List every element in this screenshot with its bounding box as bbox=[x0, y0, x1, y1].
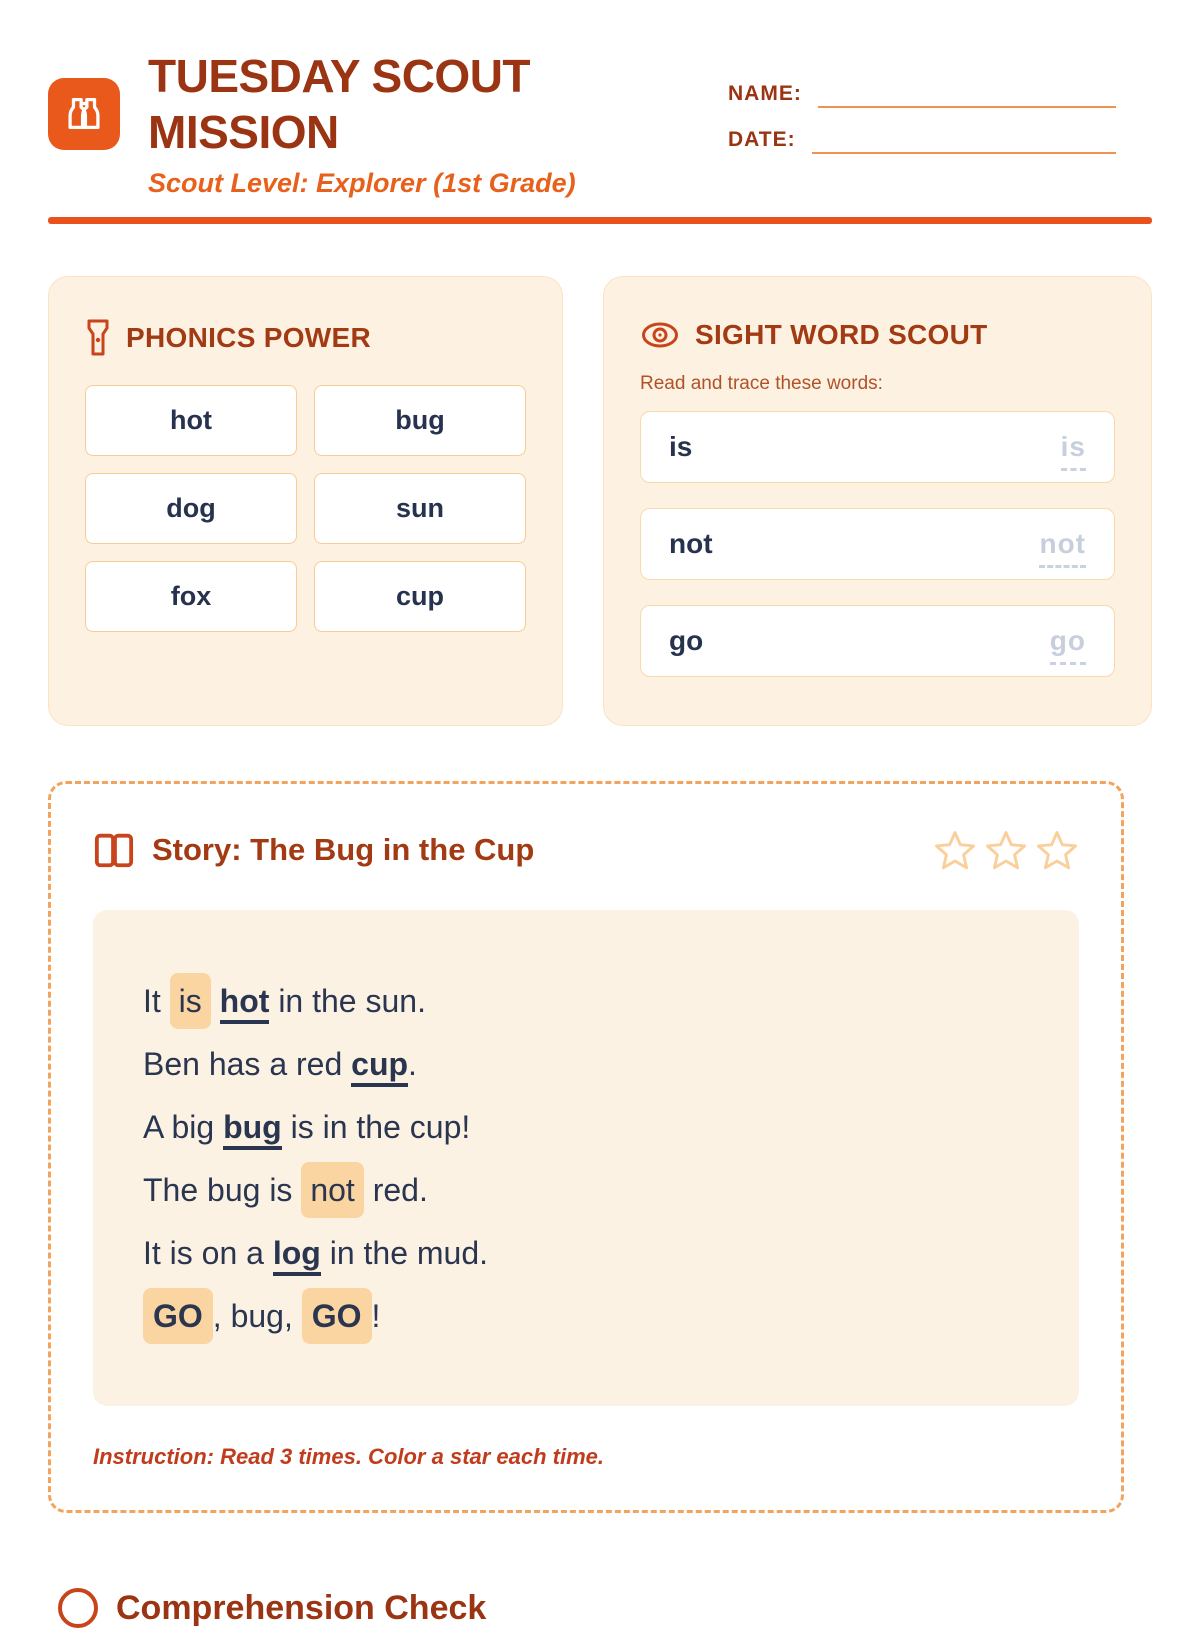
underlined-word: hot bbox=[220, 983, 270, 1024]
page-title: TUESDAY SCOUT MISSION bbox=[148, 50, 531, 159]
sight-title: SIGHT WORD SCOUT bbox=[695, 319, 988, 351]
highlighted-word: GO bbox=[302, 1288, 372, 1344]
phonics-title: PHONICS POWER bbox=[126, 322, 372, 354]
sight-word-scout-panel bbox=[603, 276, 1152, 726]
flashlight-icon bbox=[85, 319, 111, 357]
star-icon[interactable] bbox=[1035, 828, 1079, 872]
word-card: hot bbox=[85, 385, 297, 456]
trace-row bbox=[640, 508, 1115, 580]
word-card: sun bbox=[314, 473, 526, 544]
trace-row bbox=[640, 605, 1115, 677]
name-label: NAME: bbox=[728, 82, 802, 105]
sight-header bbox=[640, 319, 1115, 351]
scout-level-subtitle: Scout Level: Explorer (1st Grade) bbox=[148, 168, 576, 199]
target-circle-icon bbox=[58, 1588, 98, 1628]
underlined-word: log bbox=[273, 1235, 321, 1276]
trace-word-ghost[interactable]: is bbox=[1061, 431, 1086, 471]
story-line: Ben has a red cup. bbox=[143, 1033, 1029, 1096]
star-icon[interactable] bbox=[933, 828, 977, 872]
story-title: Story: The Bug in the Cup bbox=[152, 832, 535, 868]
highlighted-word: not bbox=[301, 1162, 363, 1218]
story-stars bbox=[933, 828, 1079, 872]
title-block bbox=[148, 48, 708, 199]
header-divider bbox=[48, 217, 1152, 224]
date-label: DATE: bbox=[728, 128, 796, 151]
underlined-word: bug bbox=[223, 1109, 282, 1150]
underlined-word: cup bbox=[351, 1046, 408, 1087]
word-card: bug bbox=[314, 385, 526, 456]
name-date-block bbox=[728, 48, 1152, 174]
phonics-power-panel bbox=[48, 276, 563, 726]
story-line: A big bug is in the cup! bbox=[143, 1096, 1029, 1159]
word-card: cup bbox=[314, 561, 526, 632]
binoculars-icon bbox=[48, 78, 120, 150]
panels-row bbox=[48, 276, 1152, 726]
story-line: The bug is not red. bbox=[143, 1159, 1029, 1222]
trace-word-solid: is bbox=[669, 431, 693, 463]
name-blank-line bbox=[818, 82, 1116, 108]
next-section-title: Comprehension Check bbox=[116, 1589, 487, 1627]
phonics-header bbox=[85, 319, 526, 357]
star-icon[interactable] bbox=[984, 828, 1028, 872]
highlighted-word: GO bbox=[143, 1288, 213, 1344]
name-row bbox=[728, 82, 1116, 108]
story-header bbox=[93, 828, 1079, 872]
date-blank-line bbox=[812, 128, 1116, 154]
header bbox=[48, 48, 1152, 199]
trace-word-solid: not bbox=[669, 528, 713, 560]
trace-list bbox=[640, 411, 1115, 677]
story-line: It is hot in the sun. bbox=[143, 970, 1029, 1033]
word-card: dog bbox=[85, 473, 297, 544]
trace-word-ghost[interactable]: not bbox=[1039, 528, 1086, 568]
trace-word-solid: go bbox=[669, 625, 704, 657]
eye-icon bbox=[640, 320, 680, 350]
story-text bbox=[93, 910, 1079, 1406]
story-line: It is on a log in the mud. bbox=[143, 1222, 1029, 1285]
story-section bbox=[48, 781, 1124, 1513]
trace-word-ghost[interactable]: go bbox=[1050, 625, 1086, 665]
story-line: GO , bug, GO ! bbox=[143, 1285, 1029, 1348]
sight-instruction: Read and trace these words: bbox=[640, 373, 883, 395]
next-section-header bbox=[58, 1588, 486, 1628]
date-row bbox=[728, 128, 1116, 154]
word-card: fox bbox=[85, 561, 297, 632]
open-book-icon bbox=[93, 830, 135, 870]
phonics-grid bbox=[85, 385, 526, 632]
story-instruction: Instruction: Read 3 times. Color a star each time. bbox=[93, 1444, 605, 1470]
trace-row bbox=[640, 411, 1115, 483]
highlighted-word: is bbox=[170, 973, 211, 1029]
